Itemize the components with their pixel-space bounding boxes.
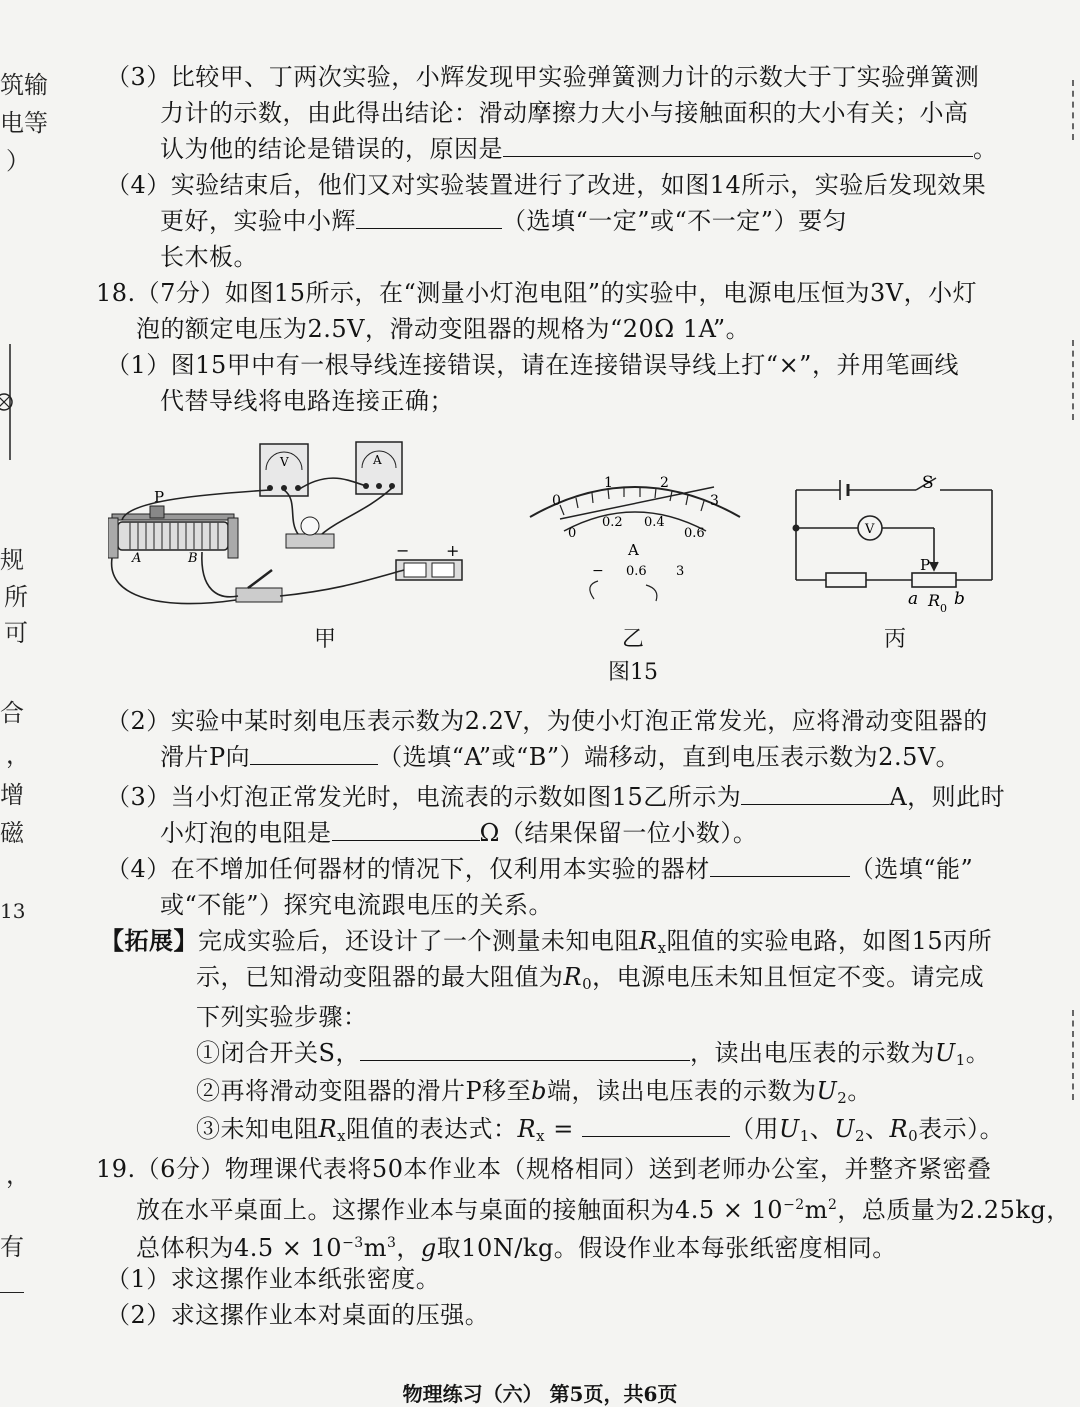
tick-top: 2 xyxy=(660,475,669,491)
margin-fragment: 合 xyxy=(0,699,24,727)
ammeter-unit: A xyxy=(628,541,639,559)
margin-fragment: 可 xyxy=(4,619,28,647)
margin-fragment: ， xyxy=(6,1161,30,1189)
margin-fragment: ， xyxy=(6,741,30,769)
q18-step1: ①闭合开关S， ，读出电压表的示数为$U_1$。 xyxy=(196,1039,991,1069)
q18-p2-text: 滑片P向 xyxy=(160,743,251,771)
terminal-label: 0.6 xyxy=(626,564,647,579)
margin-fragment: 磁 xyxy=(0,819,24,847)
step3-text-4: 表示）。 xyxy=(918,1115,1005,1143)
q18-p2-line1: （2）实验中某时刻电压表示数为2.2V，为使小灯泡正常发光，应将滑动变阻器的 xyxy=(106,707,988,735)
tick-top: 3 xyxy=(710,493,719,509)
rheostat-p-label: P xyxy=(154,488,165,506)
q17-p4-line1: （4）实验结束后，他们又对实验装置进行了改进，如图14所示，实验后发现效果 xyxy=(106,171,987,199)
margin-circuit-fragment xyxy=(0,340,22,470)
q18-stem-line2: 泡的额定电压为2.5V，滑动变阻器的规格为“20Ω 1A”。 xyxy=(136,315,751,343)
q18-extension-line2: 示，已知滑动变阻器的最大阻值为$R_0$，电源电压未知且恒定不变。请完成 xyxy=(196,963,985,993)
answer-blank-can-or-cannot[interactable] xyxy=(710,854,850,877)
circuit-voltmeter-label: V xyxy=(865,522,875,537)
q18-p3-text: （3）当小灯泡正常发光时，电流表的示数如图15乙所示为 xyxy=(106,783,742,811)
q18-p2-line2 xyxy=(160,742,960,772)
q18-p3-line2 xyxy=(160,818,757,848)
answer-blank-expression[interactable] xyxy=(582,1114,730,1137)
q19-unit: m xyxy=(804,1196,828,1224)
tick-top: 0 xyxy=(552,493,561,509)
q17-p4-line3: 长木板。 xyxy=(160,243,258,271)
figure15-bing-caption: 丙 xyxy=(884,627,907,652)
margin-fragment: 规 xyxy=(0,546,24,574)
q17-p3-line1: （3）比较甲、丁两次实验，小辉发现甲实验弹簧测力计的示数大于丁实验弹簧测 xyxy=(106,63,980,91)
answer-blank-step1[interactable] xyxy=(360,1038,690,1061)
circuit-r0-label: R xyxy=(928,591,941,610)
rheostat-b-label: B xyxy=(188,551,198,566)
margin-fragment: 所 xyxy=(4,583,28,611)
tick-bottom: 0.4 xyxy=(644,515,665,530)
ammeter-label: A xyxy=(373,453,382,467)
figure15-caption: 图15 xyxy=(608,660,658,685)
q18-p1-line1: （1）图15甲中有一根导线连接错误，请在连接错误导线上打“×”，并用笔画线 xyxy=(106,351,959,379)
circuit-r0-subscript: 0 xyxy=(940,602,947,615)
margin-fragment: 电等 xyxy=(0,109,48,137)
q19-stem-line1: 19.（6分）物理课代表将50本作业本（规格相同）送到老师办公室，并整齐紧密叠 xyxy=(96,1155,992,1183)
q17-p4-text: 更好，实验中小辉 xyxy=(160,207,356,235)
answer-blank-resistance[interactable] xyxy=(332,818,480,841)
q18-p3-line1 xyxy=(106,782,1005,812)
binding-mark xyxy=(1072,340,1080,420)
battery-box xyxy=(396,560,462,580)
step1-text: ①闭合开关S， xyxy=(196,1039,360,1067)
q18-p3-text-3: 小灯泡的电阻是 xyxy=(160,819,332,847)
circuit-end-b: b xyxy=(954,589,965,609)
step3-text: ③未知电阻 xyxy=(196,1115,319,1143)
q18-p3-text-4: Ω（结果保留一位小数）。 xyxy=(479,819,758,847)
q18-step3: ③未知电阻$R_x$阻值的表达式：$R_x$ = （用$U_1$、$U_2$、$R_0$表示）。 xyxy=(196,1115,1005,1145)
figure15-yi-ammeter-dial xyxy=(520,455,750,605)
q19-unit-2: m xyxy=(363,1234,387,1262)
q19-text-4: 取10N/kg。假设作业本每张纸密度相同。 xyxy=(436,1234,897,1262)
q18-stem-line1: 18.（7分）如图15所示，在“测量小灯泡电阻”的实验中，电源电压恒为3V，小灯 xyxy=(96,279,978,307)
extension-text-3: 示，已知滑动变阻器的最大阻值为 xyxy=(196,963,564,991)
q18-p3-text-2: A，则此时 xyxy=(889,783,1006,811)
step3-text-3: （用 xyxy=(729,1115,779,1143)
tick-top: 1 xyxy=(604,475,613,491)
voltmeter-label: V xyxy=(280,455,289,469)
margin-fragment: 筑输 xyxy=(0,71,48,99)
q18-p1-line2: 代替导线将电路连接正确； xyxy=(160,387,454,415)
q17-p3-text: 认为他的结论是错误的，原因是 xyxy=(160,135,503,163)
q18-p2-text-2: （选填“A”或“B”）端移动，直到电压表示数为2.5V。 xyxy=(378,743,961,771)
switch xyxy=(236,570,282,602)
battery-minus: − xyxy=(396,541,410,560)
q19-comma: ， xyxy=(396,1234,421,1262)
tick-bottom: 0.2 xyxy=(602,515,623,530)
q19-stem-line2: 放在水平桌面上。这摞作业本与桌面的接触面积为$4.5 \times 10^{-2}m^2$，总质量为2.25kg， xyxy=(136,1196,1071,1224)
margin-fragment: 增 xyxy=(0,781,24,809)
step2-text: ②再将滑动变阻器的滑片P移至 xyxy=(196,1077,532,1105)
circuit-switch-label: S xyxy=(922,473,934,493)
q19-p2: （2）求这摞作业本对桌面的压强。 xyxy=(106,1301,490,1329)
q18-p4-text: （4）在不增加任何器材的情况下，仅利用本实验的器材 xyxy=(106,855,710,883)
margin-fragment: ） xyxy=(6,147,30,175)
extension-text-4: ，电源电压未知且恒定不变。请完成 xyxy=(592,963,985,991)
step3-text-2: 阻值的表达式： xyxy=(346,1115,518,1143)
terminal-label: − xyxy=(592,563,604,579)
ammeter xyxy=(356,442,402,494)
answer-blank-uniform[interactable] xyxy=(356,206,502,229)
answer-blank-direction[interactable] xyxy=(250,742,378,765)
q19-text-2: ，总质量为2.25kg， xyxy=(837,1196,1071,1224)
rheostat-a-label: A xyxy=(132,551,142,566)
q19-p1: （1）求这摞作业本纸张密度。 xyxy=(106,1265,441,1293)
circuit-end-a: a xyxy=(908,589,919,609)
binding-mark xyxy=(1072,80,1080,140)
q19-text-3: 总体积为4.5 × 10 xyxy=(136,1234,343,1262)
figure15-jia-apparatus xyxy=(108,430,488,630)
q17-p4-line2 xyxy=(160,206,847,236)
figure15-jia-caption: 甲 xyxy=(314,627,337,652)
binding-mark xyxy=(1072,1010,1080,1100)
battery-plus: + xyxy=(446,541,460,560)
margin-fragment: 13 xyxy=(0,899,26,923)
step2-text-2: 端，读出电压表的示数为 xyxy=(547,1077,817,1105)
q18-p4-line1 xyxy=(106,854,973,884)
q18-extension-line3: 下列实验步骤： xyxy=(196,1003,368,1031)
q17-p3-line2: 力计的示数，由此得出结论：滑动摩擦力大小与接触面积的大小有关；小高 xyxy=(160,99,969,127)
pointer-needle xyxy=(560,487,714,519)
q17-p3-line3 xyxy=(160,134,998,164)
period: 。 xyxy=(973,135,998,163)
q18-p4-line2: 或“不能”）探究电流跟电压的关系。 xyxy=(160,891,554,919)
figure15-yi-caption: 乙 xyxy=(622,627,645,652)
margin-fragment: 有 xyxy=(0,1233,24,1261)
q19-text: 放在水平桌面上。这摞作业本与桌面的接触面积为4.5 × 10 xyxy=(136,1196,784,1224)
answer-blank-current[interactable] xyxy=(741,782,889,805)
extension-text: 完成实验后，还设计了一个测量未知电阻 xyxy=(198,927,639,955)
margin-rule xyxy=(0,1292,24,1293)
tick-bottom: 0.6 xyxy=(684,526,705,541)
page-footer: 物理练习（六） 第5页，共6页 xyxy=(402,1382,678,1406)
q18-extension-line1: 【拓展】完成实验后，还设计了一个测量未知电阻$R_x$阻值的实验电路，如图15丙所 xyxy=(100,926,993,957)
terminal-label: 3 xyxy=(676,564,685,579)
figure15-bing-circuit xyxy=(784,470,1004,620)
answer-blank-reason[interactable] xyxy=(503,134,973,157)
step1-text-2: ，读出电压表的示数为 xyxy=(689,1039,935,1067)
q19-stem-line3: 总体积为$4.5 \times 10^{-3}m^3$，g取10N/kg。假设作业本每张纸密度相同。 xyxy=(136,1234,897,1262)
q18-p4-text-2: （选填“能” xyxy=(849,855,974,883)
q17-p4-text-2: （选填“一定”或“不一定”）要匀 xyxy=(502,207,848,235)
extension-tag: 【拓展】 xyxy=(100,926,198,955)
extension-text-2: 阻值的实验电路，如图15丙所 xyxy=(666,927,993,955)
circuit-slider-label: P xyxy=(920,556,931,574)
q18-step2: ②再将滑动变阻器的滑片P移至b端，读出电压表的示数为$U_2$。 xyxy=(196,1077,872,1107)
tick-bottom: 0 xyxy=(568,526,577,541)
